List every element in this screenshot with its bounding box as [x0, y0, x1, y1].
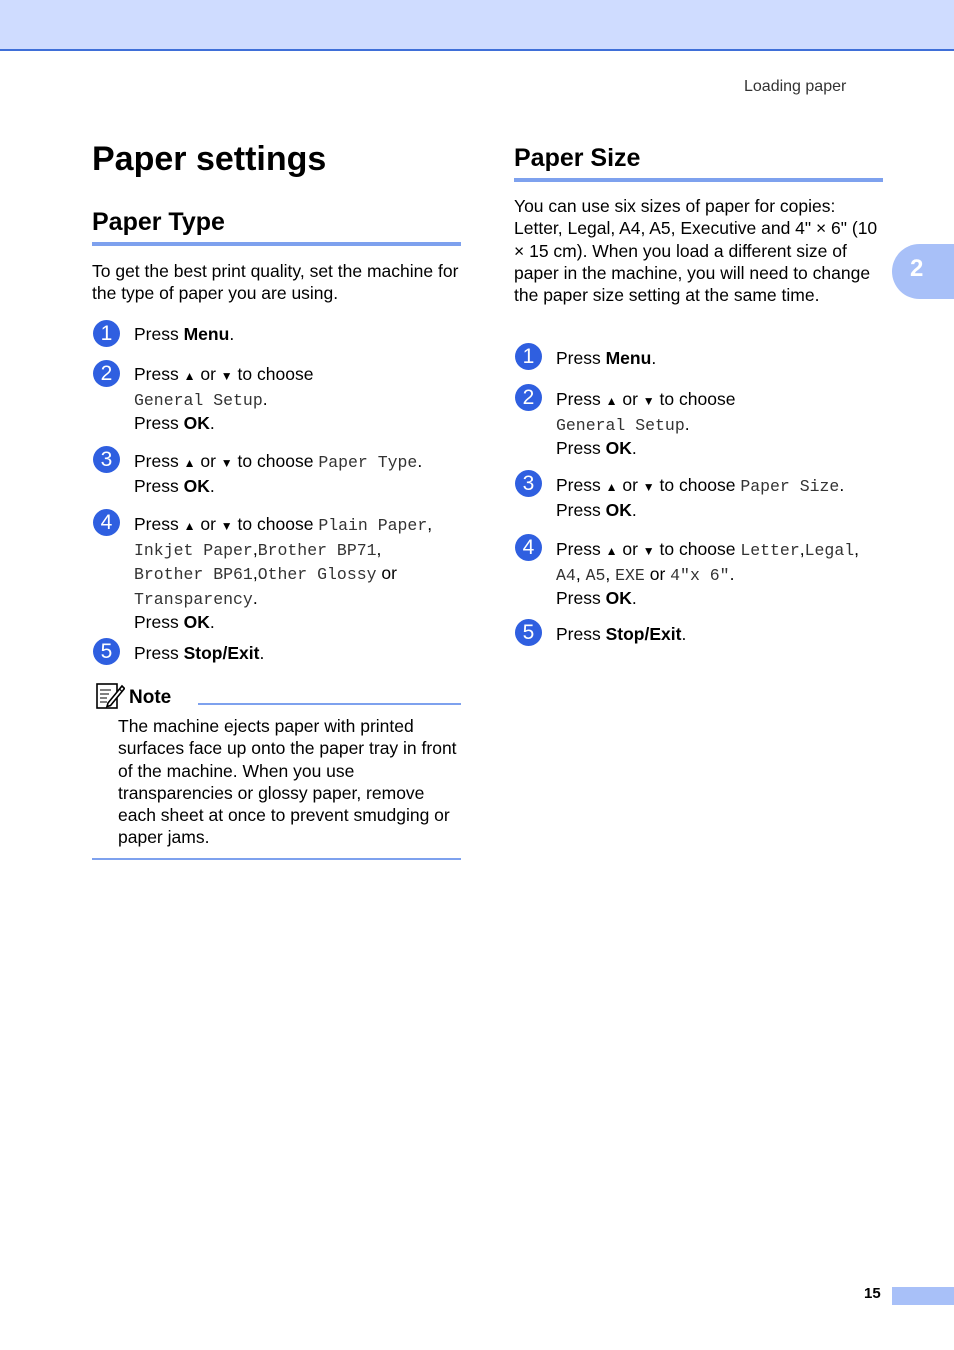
paper-size-rule: [514, 178, 883, 182]
up-arrow-icon: ▲: [183, 519, 196, 533]
step-number-badge: 1: [515, 343, 542, 370]
up-arrow-icon: ▲: [183, 369, 196, 383]
down-arrow-icon: ▼: [642, 480, 655, 494]
paper-type-step-3: Press ▲ or ▼ to choose Paper Type. Press OK.: [134, 451, 423, 496]
down-arrow-icon: ▼: [220, 519, 233, 533]
step-number-badge: 4: [93, 509, 120, 536]
top-header-band: [0, 0, 954, 51]
menu-key: Menu: [605, 348, 652, 368]
up-arrow-icon: ▲: [605, 544, 618, 558]
stop-exit-key: Stop/Exit: [605, 624, 682, 644]
page-title: Paper settings: [92, 140, 327, 178]
up-arrow-icon: ▲: [605, 480, 618, 494]
step-number-badge: 3: [515, 470, 542, 497]
step-number-badge: 5: [515, 619, 542, 646]
down-arrow-icon: ▼: [642, 394, 655, 408]
page-number-tab: [892, 1287, 954, 1305]
step-number-badge: 3: [93, 446, 120, 473]
step-number-badge: 1: [93, 320, 120, 347]
note-top-rule: [198, 703, 461, 705]
running-header: Loading paper: [744, 78, 847, 95]
chapter-tab: [892, 244, 954, 299]
paper-size-step-1: Press Menu.: [556, 348, 657, 368]
paper-size-step-5: Press Stop/Exit.: [556, 624, 687, 644]
paper-type-step-1: Press Menu.: [134, 324, 235, 344]
step-number-badge: 4: [515, 534, 542, 561]
down-arrow-icon: ▼: [220, 456, 233, 470]
down-arrow-icon: ▼: [642, 544, 655, 558]
paper-type-step-4: Press ▲ or ▼ to choose Plain Paper, Inkjet Paper,Brother BP71, Brother BP61,Other Glossy or Transparency. Press OK.: [134, 514, 433, 632]
step-number-badge: 2: [515, 384, 542, 411]
down-arrow-icon: ▼: [220, 369, 233, 383]
paper-type-rule: [92, 242, 461, 246]
paper-type-step-2: Press ▲ or ▼ to choose General Setup. Press OK.: [134, 364, 314, 433]
note-pencil-icon: [95, 680, 125, 710]
paper-size-heading: Paper Size: [514, 144, 641, 172]
up-arrow-icon: ▲: [605, 394, 618, 408]
step-number-badge: 2: [93, 360, 120, 387]
stop-exit-key: Stop/Exit: [183, 643, 260, 663]
paper-size-step-3: Press ▲ or ▼ to choose Paper Size. Press OK.: [556, 475, 845, 520]
paper-type-intro: To get the best print quality, set the machine for the type of paper you are using.: [92, 261, 459, 304]
note-bottom-rule: [92, 858, 461, 860]
paper-size-step-4: Press ▲ or ▼ to choose Letter,Legal, A4, A5, EXE or 4"x 6". Press OK.: [556, 539, 859, 608]
page-number: 15: [864, 1285, 881, 1302]
paper-type-step-5: Press Stop/Exit.: [134, 643, 265, 663]
note-label: Note: [129, 687, 172, 708]
up-arrow-icon: ▲: [183, 456, 196, 470]
paper-size-intro: You can use six sizes of paper for copies: Letter, Legal, A4, A5, Executive and 4" × 6" (10 × 15 cm). When you load a different size of paper in the machine, you will need to change the paper size setting at the same time.: [514, 196, 878, 306]
paper-size-step-2: Press ▲ or ▼ to choose General Setup. Press OK.: [556, 389, 736, 458]
step-number-badge: 5: [93, 638, 120, 665]
menu-key: Menu: [183, 324, 230, 344]
paper-type-heading: Paper Type: [92, 208, 225, 236]
chapter-number: 2: [910, 255, 924, 282]
note-text: The machine ejects paper with printed surfaces face up onto the paper tray in front of the machine. When you use transparencies or glossy paper, remove each sheet at once to prevent smudging or paper jams.: [118, 716, 457, 848]
